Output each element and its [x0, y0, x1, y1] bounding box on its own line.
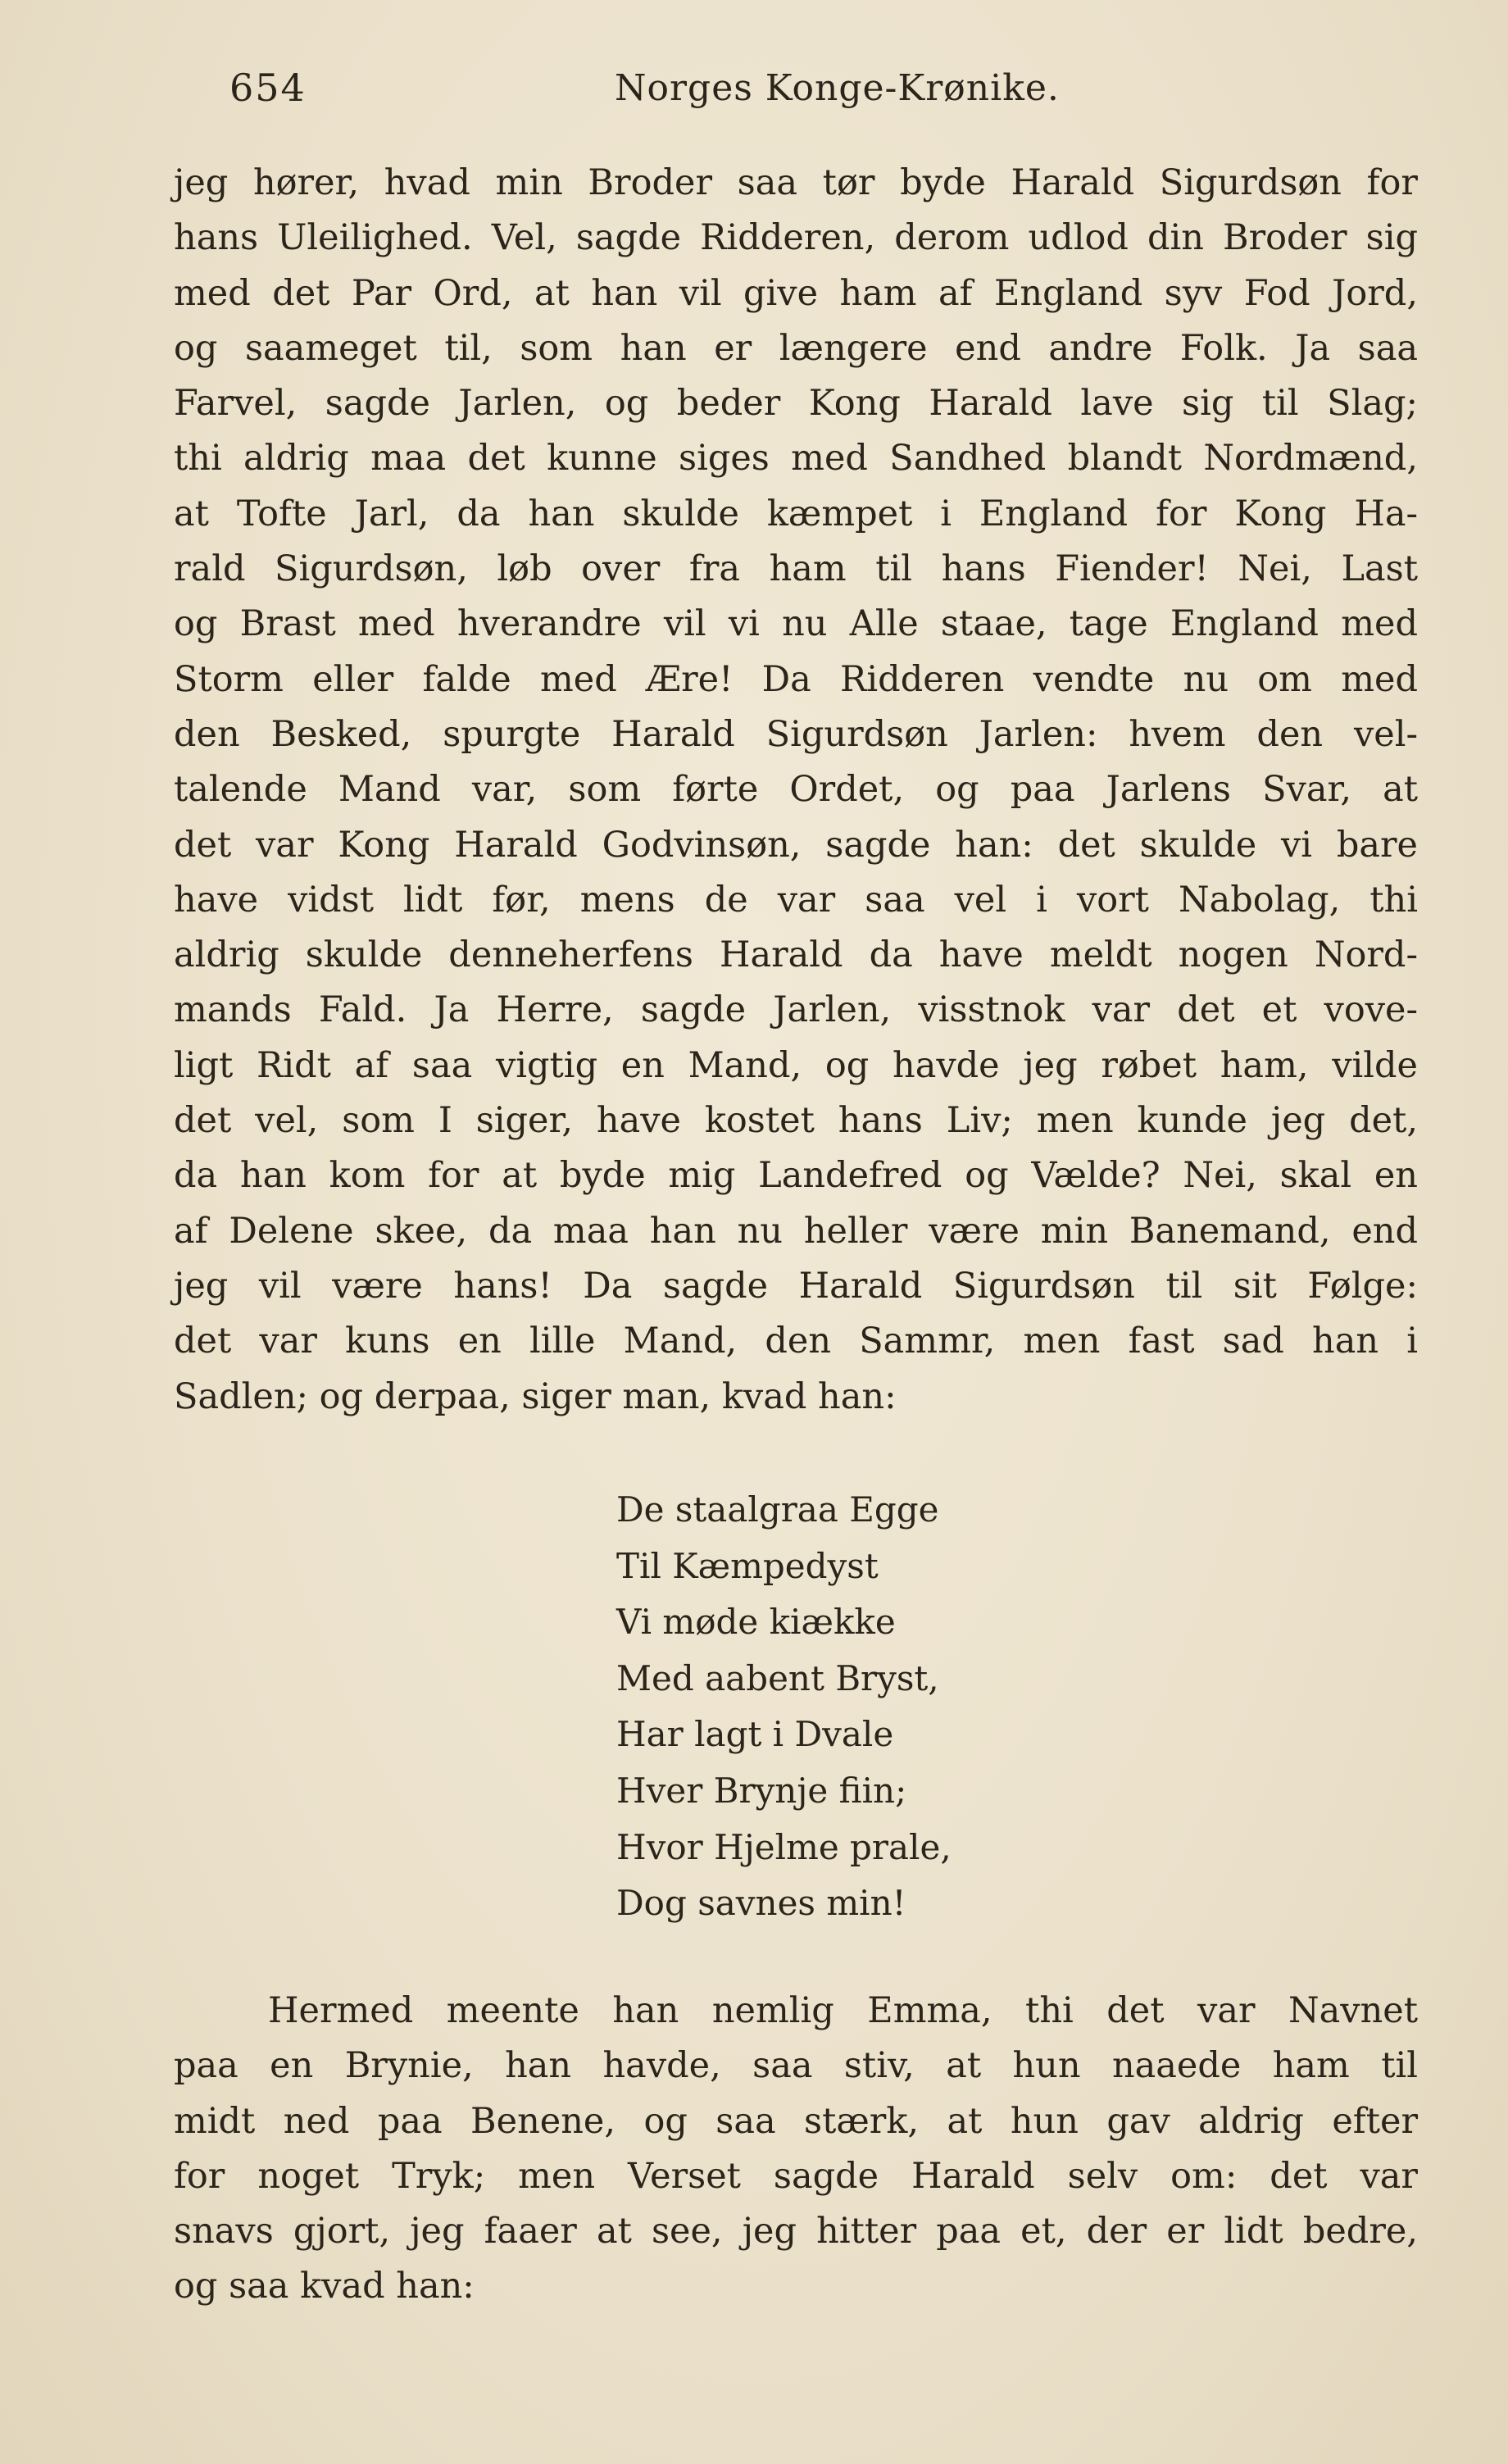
- text-line: jeg hører, hvad min Broder saa tør byde Harald Sigurdsøn for: [174, 162, 1418, 203]
- text-line: det var kuns en lille Mand, den Sammr, men fast sad han i: [174, 1321, 1418, 1362]
- verse-line: Med aabent Bryst,: [616, 1657, 939, 1698]
- verse-line: Hver Brynje fiin;: [616, 1770, 907, 1811]
- verse-line: Til Kæmpedyst: [616, 1545, 879, 1586]
- text-line: og saameget til, som han er længere end andre Folk. Ja saa: [174, 327, 1418, 369]
- verse-line: Dog savnes min!: [616, 1883, 906, 1924]
- text-line: med det Par Ord, at han vil give ham af England syv Fod Jord,: [174, 272, 1418, 314]
- text-line: aldrig skulde denneherfens Harald da have meldt nogen Nord-: [174, 934, 1418, 976]
- text-line: at Tofte Jarl, da han skulde kæmpet i England for Kong Ha-: [174, 493, 1418, 534]
- text-line: Storm eller falde med Ære! Da Ridderen vendte nu om med: [174, 658, 1418, 700]
- text-line: ligt Ridt af saa vigtig en Mand, og havde jeg røbet ham, vilde: [174, 1044, 1418, 1086]
- text-line: da han kom for at byde mig Landefred og Vælde? Nei, skal en: [174, 1155, 1418, 1197]
- text-line: talende Mand var, som førte Ordet, og paa Jarlens Svar, at: [174, 769, 1418, 811]
- text-line: have vidst lidt før, mens de var saa vel i vort Nabolag, thi: [174, 879, 1418, 921]
- paragraph-2: [174, 1984, 1418, 2315]
- text-line: den Besked, spurgte Harald Sigurdsøn Jarlen: hvem den vel-: [174, 713, 1418, 755]
- text-line: af Delene skee, da maa han nu heller være min Banemand, end: [174, 1210, 1418, 1252]
- verse-line: Har lagt i Dvale: [616, 1714, 894, 1755]
- verse-block: [616, 1482, 1075, 1932]
- text-line: og Brast med hverandre vil vi nu Alle staae, tage England med: [174, 603, 1418, 645]
- verse-line: De staalgraa Egge: [616, 1489, 939, 1530]
- text-line: mands Fald. Ja Herre, sagde Jarlen, visstnok var det et vove-: [174, 989, 1418, 1031]
- text-line: for noget Tryk; men Verset sagde Harald selv om: det var: [174, 2155, 1418, 2197]
- text-line: thi aldrig maa det kunne siges med Sandhed blandt Nordmænd,: [174, 438, 1418, 480]
- text-line: og saa kvad han:: [174, 2266, 475, 2307]
- paragraph-1: [174, 156, 1418, 1425]
- text-line: snavs gjort, jeg faaer at see, jeg hitter paa et, der er lidt bedre,: [174, 2211, 1418, 2253]
- running-title: Norges Konge-Krønike.: [615, 67, 1060, 109]
- verse-line: Vi møde kiække: [616, 1602, 896, 1643]
- text-line: midt ned paa Benene, og saa stærk, at hun gav aldrig efter: [174, 2100, 1418, 2142]
- text-line: paa en Brynie, han havde, saa stiv, at hun naaede ham til: [174, 2045, 1418, 2087]
- verse-line: Hvor Hjelme prale,: [616, 1826, 952, 1867]
- text-line: det vel, som I siger, have kostet hans Liv; men kunde jeg det,: [174, 1100, 1418, 1142]
- text-line: det var Kong Harald Godvinsøn, sagde han: det skulde vi bare: [174, 824, 1418, 866]
- text-line: Hermed meente han nemlig Emma, thi det var Navnet: [268, 1990, 1418, 2031]
- page-number: 654: [229, 66, 307, 110]
- page-header: [221, 57, 1434, 131]
- text-line: hans Uleilighed. Vel, sagde Ridderen, derom udlod din Broder sig: [174, 217, 1418, 259]
- text-line: jeg vil være hans! Da sagde Harald Sigurdsøn til sit Følge:: [174, 1265, 1418, 1307]
- text-line: Farvel, sagde Jarlen, og beder Kong Harald lave sig til Slag;: [174, 383, 1418, 425]
- text-line: rald Sigurdsøn, løb over fra ham til hans Fiender! Nei, Last: [174, 548, 1418, 590]
- text-line: Sadlen; og derpaa, siger man, kvad han:: [174, 1375, 897, 1417]
